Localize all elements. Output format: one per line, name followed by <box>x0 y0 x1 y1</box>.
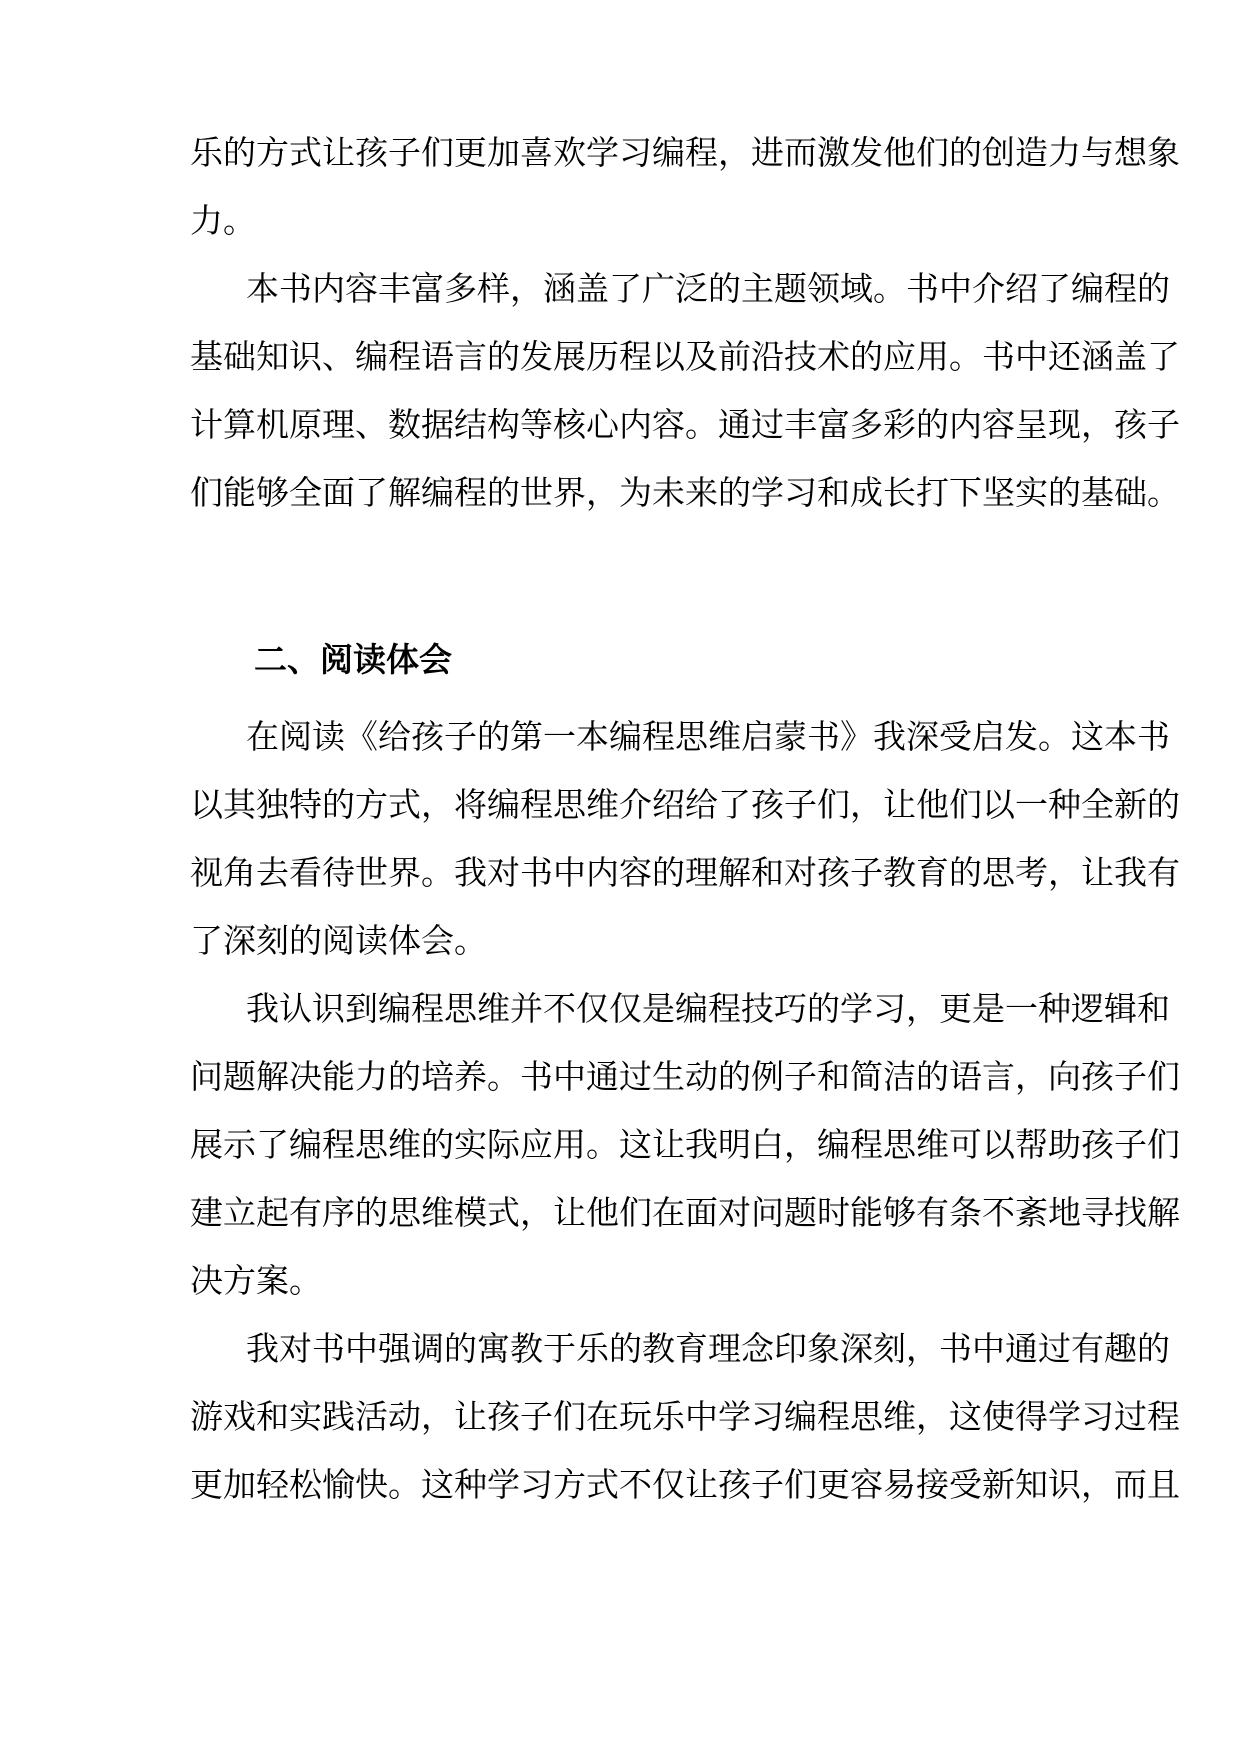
text-line: 展示了编程思维的实际应用。这让我明白，编程思维可以帮助孩子们 <box>190 1125 1180 1164</box>
text-line: 建立起有序的思维模式，让他们在面对问题时能够有条不紊地寻找解 <box>190 1193 1180 1232</box>
text-line: 乐的方式让孩子们更加喜欢学习编程，进而激发他们的创造力与想象 <box>190 133 1180 172</box>
text-line: 游戏和实践活动，让孩子们在玩乐中学习编程思维，这使得学习过程 <box>190 1397 1180 1436</box>
text-line: 决方案。 <box>190 1261 322 1300</box>
text-line: 本书内容丰富多样，涵盖了广泛的主题领域。书中介绍了编程的 <box>246 269 1170 308</box>
text-line: 我对书中强调的寓教于乐的教育理念印象深刻，书中通过有趣的 <box>246 1329 1170 1368</box>
section-heading: 二、阅读体会 <box>254 640 452 679</box>
text-line: 力。 <box>190 201 256 240</box>
text-line: 视角去看待世界。我对书中内容的理解和对孩子教育的思考，让我有 <box>190 853 1180 892</box>
text-line: 基础知识、编程语言的发展历程以及前沿技术的应用。书中还涵盖了 <box>190 337 1180 376</box>
text-line: 在阅读《给孩子的第一本编程思维启蒙书》我深受启发。这本书 <box>246 717 1170 756</box>
text-line: 我认识到编程思维并不仅仅是编程技巧的学习，更是一种逻辑和 <box>246 989 1170 1028</box>
text-line: 以其独特的方式，将编程思维介绍给了孩子们，让他们以一种全新的 <box>190 785 1180 824</box>
text-line: 问题解决能力的培养。书中通过生动的例子和简洁的语言，向孩子们 <box>190 1057 1180 1096</box>
text-line: 更加轻松愉快。这种学习方式不仅让孩子们更容易接受新知识，而且 <box>190 1465 1180 1504</box>
text-line: 计算机原理、数据结构等核心内容。通过丰富多彩的内容呈现，孩子 <box>190 405 1180 444</box>
text-line: 们能够全面了解编程的世界，为未来的学习和成长打下坚实的基础。 <box>190 473 1180 512</box>
text-line: 了深刻的阅读体会。 <box>190 921 487 960</box>
